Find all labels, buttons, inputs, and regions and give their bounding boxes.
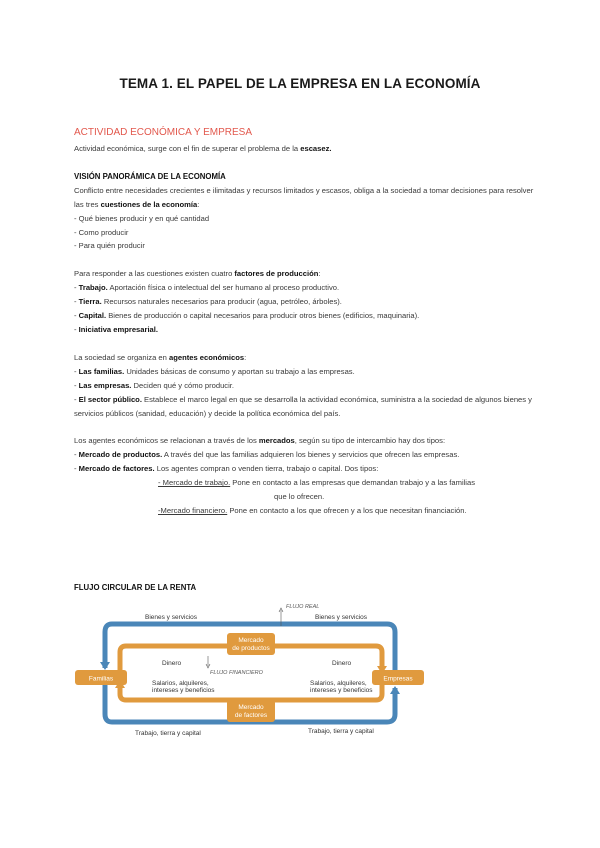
labor-label-left: Trabajo, tierra y capital	[135, 730, 201, 737]
text: Pone en contacto a las empresas que demandan trabajo y a las familias	[230, 478, 476, 488]
products-market-label-1: Mercado	[238, 637, 264, 644]
paragraph-conflict	[74, 184, 534, 212]
text: Actividad económica, surge con el fin de superar el problema de la	[74, 144, 301, 153]
companies-label: Empresas	[383, 675, 413, 683]
list-item	[74, 379, 534, 393]
handwritten-real-flow: FLUJO REAL	[286, 604, 320, 610]
text: Aportación física o intelectual del ser humano al proceso productivo.	[107, 283, 340, 293]
text: -	[74, 450, 79, 460]
list-item	[74, 448, 534, 462]
bold-term: agentes económicos	[169, 352, 245, 362]
text: :	[318, 269, 321, 279]
text: La sociedad se organiza en	[74, 352, 169, 362]
text: -	[74, 366, 79, 376]
bold-term: Trabajo.	[78, 283, 108, 293]
bold-term: mercados	[258, 436, 295, 446]
text: :	[197, 199, 200, 209]
text: -	[74, 283, 79, 293]
labor-label-right: Trabajo, tierra y capital	[308, 728, 374, 735]
products-market-label-2: de productos	[232, 645, 270, 652]
text: Recursos naturales necesarios para producir (agua, petróleo, árboles).	[101, 297, 342, 307]
handwritten-financial-flow: FLUJO FINANCIERO	[210, 670, 263, 676]
text: -	[74, 464, 79, 474]
underlined-term: - Mercado de trabajo.	[158, 478, 231, 488]
text: A través del que las familias adquieren los bienes y servicios que ofrecen las empresas.	[162, 450, 460, 460]
factors-market-label-1: Mercado	[238, 704, 264, 711]
list-item: - Qué bienes producir y en qué cantidad	[74, 213, 210, 223]
paragraph-factors	[74, 267, 534, 281]
text: Deciden qué y cómo producir.	[131, 380, 234, 390]
paragraph-agents	[74, 351, 534, 365]
text: Bienes de producción o capital necesarios para producir otros bienes (edificios, maquinaria).	[106, 311, 420, 321]
text: -	[74, 324, 79, 334]
list-item: - Para quién producir	[74, 241, 145, 251]
page-title: TEMA 1. EL PAPEL DE LA EMPRESA EN LA ECONOMÍA	[119, 76, 481, 91]
text: Para responder a las cuestiones existen cuatro	[74, 269, 235, 279]
bold-term: Las familias.	[78, 366, 125, 376]
bold-term: El sector público.	[78, 394, 142, 404]
paragraph-markets	[74, 434, 534, 448]
section-heading-flow: FLUJO CIRCULAR DE LA RENTA	[74, 583, 197, 592]
bold-term: Tierra.	[78, 297, 102, 307]
paragraph-activity	[74, 142, 534, 156]
salaries-label-left-1: Salarios, alquileres,	[152, 680, 209, 687]
text: Los agentes compran o venden tierra, trabajo o capital. Dos tipos:	[154, 464, 379, 474]
circular-flow-svg	[70, 602, 425, 740]
bold-term: Iniciativa empresarial.	[78, 324, 158, 334]
document-body	[74, 126, 534, 518]
arrowhead-icon	[100, 662, 110, 670]
text: -	[74, 380, 79, 390]
salaries-label-right-2: intereses y beneficios	[310, 687, 373, 694]
list-item	[74, 365, 534, 379]
bold-term: Mercado de productos.	[78, 450, 163, 460]
bold-term: Mercado de factores.	[78, 464, 155, 474]
bold-term: cuestiones de la economía	[100, 199, 198, 209]
factors-market-label-2: de factores	[234, 712, 268, 719]
text: -	[74, 297, 79, 307]
bold-term: factores de producción	[234, 269, 319, 279]
text: -	[74, 394, 79, 404]
goods-label-right: Bienes y servicios	[315, 614, 368, 621]
text: Pone en contacto a los que ofrecen y a los que necesitan financiación.	[227, 505, 467, 515]
list-item	[74, 309, 534, 323]
text: :	[244, 352, 247, 362]
text: Conflicto entre necesidades crecientes e ilimitadas y recursos limitados y escasos, obliga a la sociedad a tomar decisiones para resolver las tres	[74, 185, 534, 209]
list-item	[74, 393, 534, 421]
text: Establece el marco legal en que se desarrolla la actividad económica, suministra a la sociedad de algunos bienes y servicios públicos (sanidad, educación) y decide la política económica del país.	[74, 394, 532, 418]
circular-flow-diagram	[70, 602, 425, 740]
text: -	[74, 311, 79, 321]
salaries-label-right-1: Salarios, alquileres,	[310, 680, 367, 687]
text: , según su tipo de intercambio hay dos tipos:	[294, 436, 446, 446]
list-item	[74, 462, 534, 476]
list-item	[74, 295, 534, 309]
bold-term: Las empresas.	[78, 380, 132, 390]
text: Los agentes económicos se relacionan a través de los	[74, 436, 259, 446]
goods-label-left: Bienes y servicios	[145, 614, 198, 621]
salaries-label-left-2: intereses y beneficios	[152, 687, 215, 694]
list-item	[74, 323, 534, 337]
list-item: - Como producir	[74, 227, 129, 237]
arrowhead-icon	[390, 686, 400, 694]
sub-list-item	[74, 476, 534, 490]
families-label: Familias	[88, 675, 114, 683]
section-heading-overview: VISIÓN PANORÁMICA DE LA ECONOMÍA	[74, 171, 226, 181]
section-heading-activity: ACTIVIDAD ECONÓMICA Y EMPRESA	[74, 127, 253, 138]
underlined-term: -Mercado financiero.	[158, 505, 228, 515]
money-label-left: Dinero	[162, 660, 182, 667]
bold-term: Capital.	[78, 311, 107, 321]
bold-term: escasez.	[300, 144, 332, 153]
sub-list-item-continuation: que lo ofrecen.	[274, 492, 325, 502]
sub-list-item	[74, 504, 534, 518]
money-label-right: Dinero	[332, 660, 352, 667]
list-item	[74, 281, 534, 295]
text: Unidades básicas de consumo y aportan su trabajo a las empresas.	[124, 366, 355, 376]
